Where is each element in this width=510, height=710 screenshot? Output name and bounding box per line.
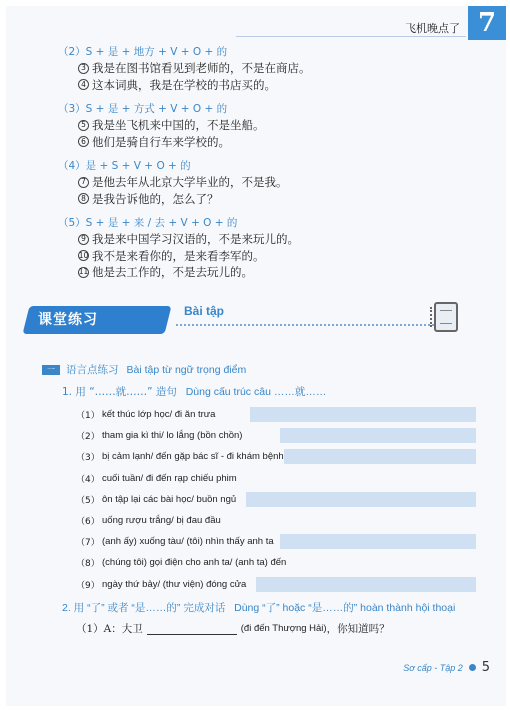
item-number: （2） — [76, 432, 100, 443]
item-prompt: uống rượu trắng/ bị đau đầu — [102, 515, 221, 527]
exercise-item — [76, 574, 476, 595]
banner-subtitle: Bài tập — [184, 304, 225, 318]
lesson-number-badge: 7 — [468, 6, 506, 40]
exercise-item — [76, 404, 476, 425]
example-sentence — [58, 191, 468, 208]
number-circle: 5 — [78, 120, 89, 131]
exercise-1-title — [62, 384, 326, 399]
sentence-text: 这本词典，我是在学校的书店买的。 — [92, 77, 276, 92]
answer-box[interactable] — [280, 534, 476, 549]
item-number: （9） — [76, 580, 100, 591]
number-circle: 3 — [78, 63, 89, 74]
exercise-2-title — [62, 600, 455, 615]
textbook-page — [6, 6, 506, 706]
sentence-text: 他是去工作的，不是去玩儿的。 — [92, 265, 253, 279]
pattern-title: （3）S + 是 + 方式 + V + O + 的 — [58, 103, 228, 115]
number-circle: 9 — [78, 234, 89, 245]
item-prompt: kết thúc lớp học/ đi ăn trưa — [102, 409, 216, 421]
dialogue-hint: (đi đến Thượng Hải) — [240, 623, 327, 634]
sentence-text: 我是来中国学习汉语的，不是来玩儿的。 — [92, 232, 299, 246]
item-prompt: cuối tuần/ đi đến rạp chiếu phim — [102, 472, 237, 484]
notebook-icon — [434, 302, 458, 332]
answer-box[interactable] — [246, 492, 476, 507]
item-prompt: ngày thứ bảy/ (thư viện) đóng cửa — [102, 578, 247, 590]
answer-box[interactable] — [256, 577, 476, 592]
exercise-item — [76, 468, 476, 489]
item-number: （6） — [76, 517, 100, 528]
page-footer — [403, 660, 490, 675]
item-prompt: tham gia kì thi/ lo lắng (bồn chồn) — [102, 430, 243, 442]
answer-box[interactable] — [280, 428, 476, 443]
exercise-item — [76, 552, 476, 573]
sentence-text: 他们是骑自行车来学校的。 — [92, 134, 230, 149]
exercise-item — [76, 531, 476, 552]
footer-dot-icon — [469, 664, 476, 671]
item-prompt: ôn tập lại các bài học/ buồn ngủ — [102, 493, 237, 505]
item-prompt: (anh ấy) xuống tàu/ (tôi) nhìn thấy anh ta — [102, 536, 274, 548]
item-number: （4） — [76, 474, 100, 485]
example-sentence — [58, 77, 468, 94]
example-sentence — [58, 264, 468, 281]
item-prompt: (chúng tôi) gọi điện cho anh ta/ (anh ta) đến — [102, 557, 287, 569]
example-sentence — [58, 134, 468, 151]
item-number: （1） — [76, 411, 100, 422]
sentence-text: 我是坐飞机来中国的，不是坐船。 — [92, 118, 265, 132]
exercise-item — [76, 425, 476, 446]
pattern-title: （2）S + 是 + 地方 + V + O + 的 — [58, 46, 228, 58]
item-prompt: bị cảm lạnh/ đến gặp bác sĩ - đi khám bệnh — [102, 451, 284, 463]
exercise-2-title-cn: 2. 用 “了” 或者 “是……的” 完成对话 — [62, 602, 226, 614]
pattern-title: （5）S + 是 + 来 / 去 + V + O + 的 — [58, 217, 238, 229]
section-heading — [42, 362, 246, 377]
exercise-1-items — [76, 404, 476, 595]
banner-dotted-line — [176, 324, 438, 326]
pattern-group — [58, 215, 468, 281]
section-title-cn: 语言点练习 — [66, 364, 119, 376]
exercise-2-title-vn: Dùng “了” hoặc “是……的” hoàn thành hội thoại — [234, 602, 456, 614]
number-circle: 7 — [78, 177, 89, 188]
sentence-text: 我是在图书馆看见到老师的，不是在商店。 — [92, 61, 311, 75]
answer-box[interactable] — [284, 449, 476, 464]
header-divider — [236, 36, 466, 37]
answer-blank[interactable] — [147, 623, 237, 635]
dialogue-item — [76, 621, 390, 636]
banner-label: 课堂练习 — [38, 312, 98, 328]
exercise-1-title-vn: Dùng cấu trúc câu ……就…… — [185, 386, 327, 398]
number-circle: 10 — [78, 250, 89, 260]
section-badge: 一 — [42, 365, 60, 375]
dialogue-prefix: （1）A：大卫 — [76, 623, 143, 635]
number-circle: 11 — [78, 267, 89, 276]
exercise-item — [76, 446, 476, 467]
footer-book-label: Sơ cấp - Tập 2 — [403, 662, 463, 673]
page-number: 5 — [481, 660, 490, 675]
sentence-text: 我不是来看你的，是来看李军的。 — [92, 248, 265, 263]
number-circle: 6 — [78, 136, 89, 147]
lesson-title: 飞机晚点了 — [405, 22, 460, 35]
grammar-patterns — [58, 44, 468, 289]
example-sentence — [58, 60, 468, 77]
section-title-vn: Bài tập từ ngữ trọng điểm — [126, 363, 247, 376]
sentence-text: 是我告诉他的，怎么了？ — [92, 191, 219, 206]
practice-banner — [26, 302, 496, 338]
exercise-1-title-cn: 1. 用 “……就……” 造句 — [62, 386, 177, 398]
pattern-group — [58, 158, 468, 207]
exercise-item — [76, 489, 476, 510]
number-circle: 8 — [78, 193, 89, 204]
sentence-text: 是他去年从北京大学毕业的，不是我。 — [92, 175, 288, 189]
item-number: （7） — [76, 538, 100, 549]
item-number: （8） — [76, 559, 100, 570]
answer-box[interactable] — [250, 407, 476, 422]
pattern-group — [58, 101, 468, 150]
item-number: （5） — [76, 495, 100, 506]
pattern-title: （4）是 + S + V + O + 的 — [58, 160, 191, 172]
example-sentence — [58, 117, 468, 134]
pattern-group — [58, 44, 468, 93]
dialogue-tail: ，你知道吗？ — [326, 623, 390, 635]
exercise-item — [76, 510, 476, 531]
example-sentence — [58, 174, 468, 191]
item-number: （3） — [76, 453, 100, 464]
example-sentence — [58, 231, 468, 248]
number-circle: 4 — [78, 79, 89, 90]
example-sentence — [58, 248, 468, 265]
